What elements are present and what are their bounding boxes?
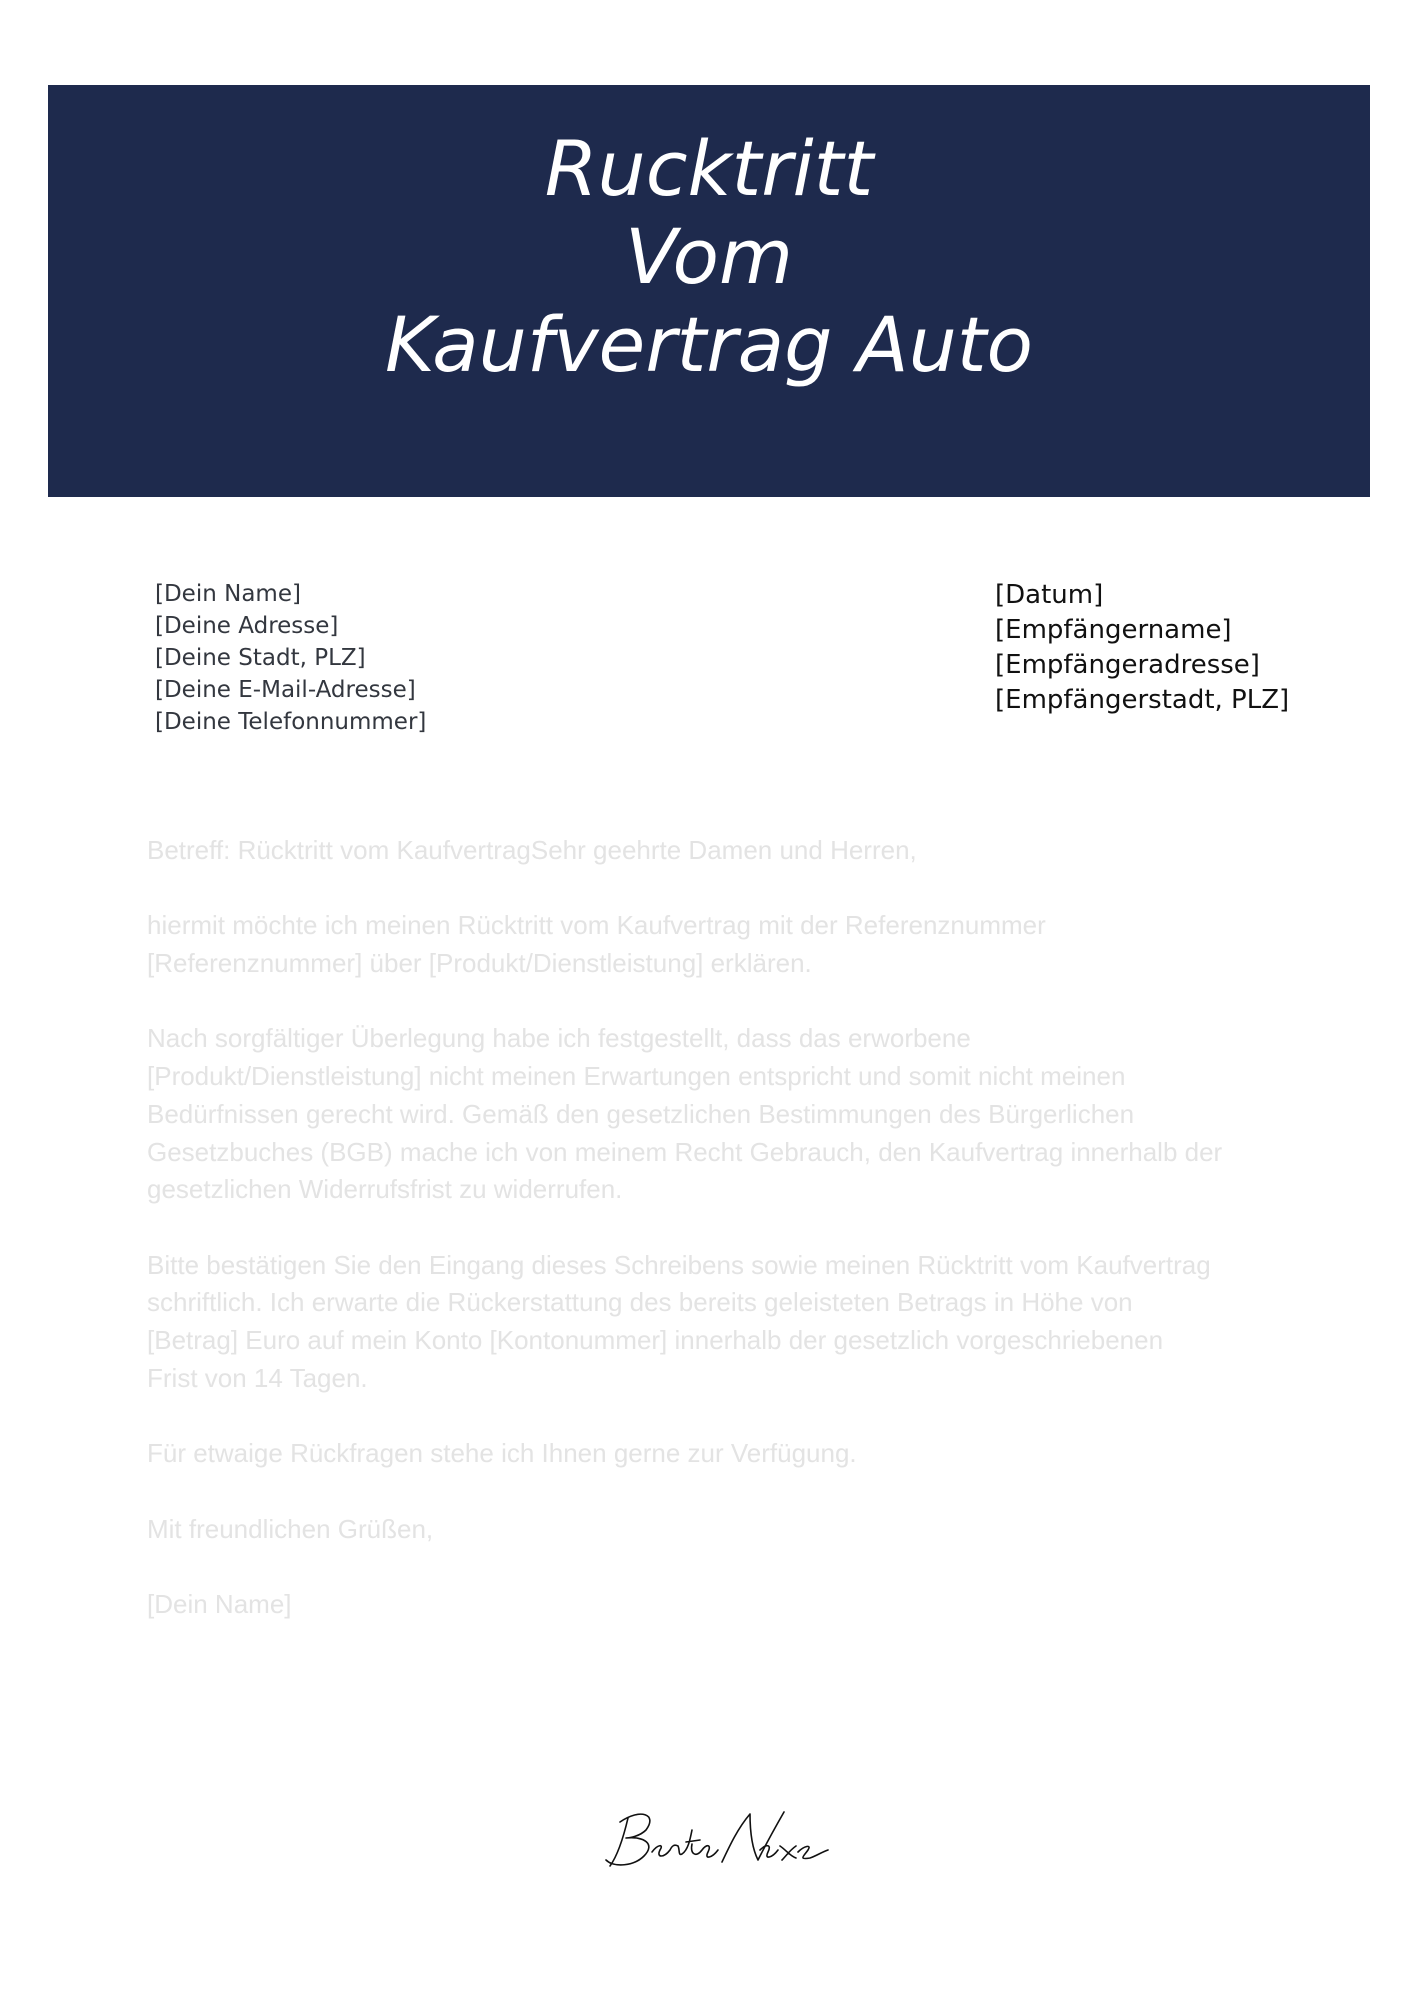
- subject-salutation-paragraph: Betreff: Rücktritt vom KaufvertragSehr geehrte Damen und Herren,: [147, 835, 917, 865]
- document-title-line-3: Kaufvertrag Auto: [384, 300, 1034, 389]
- sender-phone: [Deine Telefonnummer]: [155, 709, 427, 735]
- document-title-line-2: Vom: [624, 212, 794, 301]
- sender-name: [Dein Name]: [155, 581, 301, 607]
- sender-address: [Deine Adresse]: [155, 613, 339, 639]
- letter-date: [Datum]: [995, 580, 1104, 610]
- recipient-city-zip: [Empfängerstadt, PLZ]: [995, 685, 1290, 715]
- document-title-line-1: Rucktritt: [544, 124, 874, 213]
- sender-city-zip: [Deine Stadt, PLZ]: [155, 645, 366, 671]
- intro-paragraph: hiermit möchte ich meinen Rücktritt vom Kaufvertrag mit der Referenznummer [Referenznummer] über [Produkt/Dienstleistung] erklären.: [147, 910, 1046, 979]
- sender-email: [Deine E-Mail-Adresse]: [155, 677, 416, 703]
- recipient-address: [Empfängeradresse]: [995, 650, 1260, 680]
- header-banner: [48, 85, 1370, 497]
- recipient-name: [Empfängername]: [995, 615, 1232, 645]
- refund-request-paragraph: Bitte bestätigen Sie den Eingang dieses Schreibens sowie meinen Rücktritt vom Kaufvertrag schriftlich. Ich erwarte die Rückerstattung des bereits geleisteten Betrags in Höhe von [Betrag] Euro auf mein Konto [Kontonummer] innerhalb der gesetzlich vorgeschriebenen Frist von 14 Tagen.: [147, 1249, 1211, 1393]
- reason-paragraph: Nach sorgfältiger Überlegung habe ich festgestellt, dass das erworbene [Produkt/Dienstleistung] nicht meinen Erwartungen entspricht und somit nicht meinen Bedürfnissen gerecht wird. Gemäß den gesetzlichen Bestimmungen des Bürgerlichen Gesetzbuches (BGB) mache ich von meinem Recht Gebrauch, den Kaufvertrag innerhalb der gesetzlichen Widerrufsfrist zu widerrufen.: [147, 1023, 1223, 1205]
- closing-greeting: Mit freundlichen Grüßen,: [147, 1513, 434, 1544]
- handwritten-signature-icon: [600, 1800, 840, 1880]
- sender-address-block: [155, 578, 655, 738]
- contact-paragraph: Für etwaige Rückfragen stehe ich Ihnen gerne zur Verfügung.: [147, 1438, 857, 1469]
- recipient-address-block: [995, 578, 1365, 718]
- letter-body: [147, 832, 1272, 1661]
- closing-name: [Dein Name]: [147, 1588, 292, 1619]
